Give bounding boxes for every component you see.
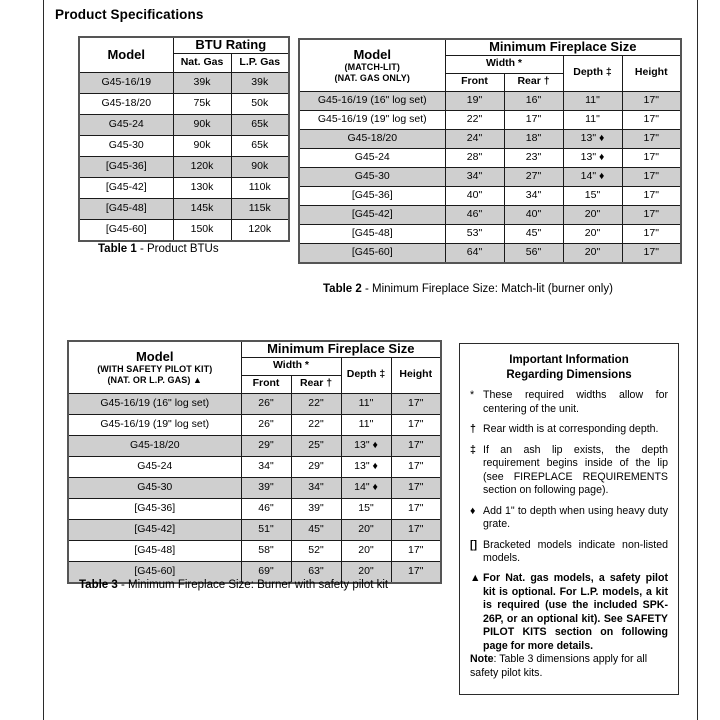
cell-model: [G45-48] — [68, 540, 241, 561]
page-margin-rule-left — [43, 0, 44, 720]
cell-width-rear: 45" — [291, 519, 341, 540]
cell-model: [G45-42] — [68, 519, 241, 540]
cell-depth: 13" ♦ — [563, 148, 622, 167]
cell-width-rear: 17" — [504, 110, 563, 129]
table-row — [68, 393, 441, 414]
cell-height: 17" — [391, 456, 441, 477]
infobox-note-marker: * — [470, 389, 475, 402]
table-2-caption-text: - Minimum Fireplace Size: Match-lit (burner only) — [361, 283, 613, 295]
table-3-caption-label: Table 3 — [79, 579, 118, 591]
cell-nat-gas: 130k — [173, 177, 231, 198]
cell-model: [G45-42] — [299, 205, 445, 224]
cell-model: G45-16/19 — [79, 72, 173, 93]
cell-width-front: 24" — [445, 129, 504, 148]
cell-width-rear: 22" — [291, 414, 341, 435]
table-row — [68, 540, 441, 561]
infobox-title — [470, 353, 668, 382]
infobox-note-marker: ‡ — [470, 443, 476, 456]
table-row — [68, 456, 441, 477]
table-2-header-row-1 — [299, 39, 681, 55]
cell-depth: 20" — [563, 243, 622, 263]
cell-nat-gas: 75k — [173, 93, 231, 114]
cell-width-rear: 63" — [291, 561, 341, 583]
cell-width-front: 69" — [241, 561, 291, 583]
table-2-head — [299, 39, 681, 91]
table-row — [79, 93, 289, 114]
cell-height: 17" — [391, 435, 441, 456]
cell-depth: 14" ♦ — [341, 477, 391, 498]
infobox-note-text: Bracketed models indicate non-listed models. — [483, 538, 668, 564]
table-row — [79, 114, 289, 135]
cell-width-front: 46" — [445, 205, 504, 224]
table-min-fireplace-match-lit — [298, 38, 682, 264]
page-margin-rule-right — [697, 0, 698, 720]
cell-width-rear: 27" — [504, 167, 563, 186]
table-row — [68, 498, 441, 519]
infobox-notes-list — [470, 389, 668, 653]
infobox-final-note-lead: Note — [470, 653, 494, 666]
cell-depth: 20" — [341, 561, 391, 583]
cell-model: G45-24 — [79, 114, 173, 135]
cell-width-front: 64" — [445, 243, 504, 263]
table-row — [79, 72, 289, 93]
table-1-caption-label: Table 1 — [98, 243, 137, 255]
cell-height: 17" — [622, 224, 681, 243]
cell-model: G45-18/20 — [299, 129, 445, 148]
table-3-body — [68, 393, 441, 583]
infobox-note-text: These required widths allow for centering of the unit. — [483, 389, 668, 415]
cell-height: 17" — [622, 129, 681, 148]
cell-nat-gas: 145k — [173, 198, 231, 219]
infobox-note — [470, 572, 668, 653]
th-min-fireplace-size: Minimum Fireplace Size — [445, 39, 681, 55]
cell-width-front: 34" — [445, 167, 504, 186]
cell-model: G45-16/19 (16" log set) — [68, 393, 241, 414]
infobox-note — [470, 539, 668, 566]
cell-height: 17" — [622, 167, 681, 186]
cell-lp-gas: 39k — [231, 72, 289, 93]
table-row — [299, 91, 681, 110]
table-2-body — [299, 91, 681, 263]
cell-model: G45-24 — [299, 148, 445, 167]
cell-depth: 11" — [563, 91, 622, 110]
cell-model: G45-18/20 — [79, 93, 173, 114]
infobox-note-text: If an ash lip exists, the depth requirement begins inside of the lip (see FIREPLACE REQUIREMENTS section on following page). — [483, 443, 668, 497]
th-min-fireplace-size: Minimum Fireplace Size — [241, 341, 441, 357]
table-1-header-row-1 — [79, 37, 289, 53]
cell-width-front: 22" — [445, 110, 504, 129]
cell-depth: 20" — [341, 519, 391, 540]
th-model — [68, 341, 241, 393]
th-height: Height — [391, 357, 441, 393]
cell-nat-gas: 150k — [173, 219, 231, 241]
th-model-sub-2: (NAT. OR L.P. GAS) ▲ — [107, 374, 203, 385]
cell-depth: 13" ♦ — [563, 129, 622, 148]
cell-depth: 13" ♦ — [341, 435, 391, 456]
cell-height: 17" — [391, 393, 441, 414]
th-front: Front — [445, 73, 504, 91]
th-model — [299, 39, 445, 91]
cell-depth: 15" — [563, 186, 622, 205]
table-3-head — [68, 341, 441, 393]
cell-lp-gas: 120k — [231, 219, 289, 241]
cell-width-rear: 18" — [504, 129, 563, 148]
cell-model: G45-30 — [79, 135, 173, 156]
infobox-title-line-2: Regarding Dimensions — [506, 368, 632, 381]
cell-nat-gas: 120k — [173, 156, 231, 177]
table-2-container — [298, 38, 682, 264]
cell-depth: 11" — [563, 110, 622, 129]
th-model-sub-1: (MATCH-LIT) — [344, 62, 400, 73]
th-height: Height — [622, 55, 681, 91]
table-row — [68, 414, 441, 435]
important-information-box — [459, 343, 679, 695]
infobox-note — [470, 423, 668, 436]
cell-width-front: 29" — [241, 435, 291, 456]
th-rear: Rear † — [291, 375, 341, 393]
cell-model: G45-16/19 (16" log set) — [299, 91, 445, 110]
cell-width-rear: 22" — [291, 393, 341, 414]
table-product-btus — [78, 36, 290, 242]
th-width: Width * — [445, 55, 563, 73]
table-3-caption-text: - Minimum Fireplace Size: Burner with safety pilot kit — [117, 579, 389, 591]
th-lp-gas: L.P. Gas — [231, 53, 289, 72]
infobox-note-marker: ▲ — [470, 572, 481, 585]
cell-height: 17" — [622, 91, 681, 110]
cell-model: [G45-36] — [68, 498, 241, 519]
cell-height: 17" — [622, 243, 681, 263]
infobox-note-text: Rear width is at corresponding depth. — [483, 423, 659, 436]
cell-lp-gas: 110k — [231, 177, 289, 198]
table-row — [79, 135, 289, 156]
table-3-header-row-1 — [68, 341, 441, 357]
cell-nat-gas: 90k — [173, 135, 231, 156]
cell-nat-gas: 39k — [173, 72, 231, 93]
th-front: Front — [241, 375, 291, 393]
table-row — [299, 167, 681, 186]
table-row — [79, 177, 289, 198]
cell-width-front: 58" — [241, 540, 291, 561]
cell-width-front: 46" — [241, 498, 291, 519]
table-3-container — [67, 340, 442, 584]
table-row — [299, 129, 681, 148]
cell-width-rear: 29" — [291, 456, 341, 477]
cell-width-rear: 23" — [504, 148, 563, 167]
table-3-caption — [79, 579, 388, 591]
table-row — [299, 110, 681, 129]
cell-width-front: 53" — [445, 224, 504, 243]
table-row — [79, 156, 289, 177]
cell-width-front: 19" — [445, 91, 504, 110]
table-row — [299, 186, 681, 205]
cell-model: [G45-48] — [299, 224, 445, 243]
cell-depth: 14" ♦ — [563, 167, 622, 186]
cell-depth: 15" — [341, 498, 391, 519]
cell-width-rear: 52" — [291, 540, 341, 561]
page-title: Product Specifications — [55, 7, 204, 22]
cell-lp-gas: 65k — [231, 114, 289, 135]
cell-width-rear: 40" — [504, 205, 563, 224]
th-depth: Depth ‡ — [341, 357, 391, 393]
cell-lp-gas: 90k — [231, 156, 289, 177]
cell-model: [G45-36] — [79, 156, 173, 177]
table-1-head — [79, 37, 289, 72]
cell-model: [G45-60] — [68, 561, 241, 583]
cell-height: 17" — [622, 110, 681, 129]
table-row — [299, 205, 681, 224]
table-row — [299, 148, 681, 167]
infobox-note-text: For Nat. gas models, a safety pilot kit is optional. For L.P. models, a kit is required (use the included SPK-26P, or an optional kit). See SAFETY PILOT KITS section on following page for more details. — [483, 572, 668, 652]
table-row — [79, 219, 289, 241]
cell-width-front: 26" — [241, 414, 291, 435]
cell-width-front: 26" — [241, 393, 291, 414]
cell-model: [G45-60] — [299, 243, 445, 263]
table-row — [299, 224, 681, 243]
infobox-note — [470, 389, 668, 416]
cell-model: G45-30 — [299, 167, 445, 186]
infobox-note-text: Add 1" to depth when using heavy duty grate. — [483, 504, 668, 531]
th-model-sub-2: (NAT. GAS ONLY) — [334, 72, 410, 83]
infobox-final-note — [470, 653, 668, 680]
cell-model: [G45-36] — [299, 186, 445, 205]
cell-width-rear: 16" — [504, 91, 563, 110]
cell-width-front: 34" — [241, 456, 291, 477]
cell-depth: 13" ♦ — [341, 456, 391, 477]
cell-model: G45-24 — [68, 456, 241, 477]
cell-model: [G45-42] — [79, 177, 173, 198]
cell-width-rear: 25" — [291, 435, 341, 456]
cell-depth: 11" — [341, 393, 391, 414]
cell-model: [G45-60] — [79, 219, 173, 241]
infobox-note — [470, 505, 668, 532]
infobox-note — [470, 444, 668, 498]
table-1-caption-text: - Product BTUs — [136, 243, 219, 255]
cell-width-front: 40" — [445, 186, 504, 205]
table-row — [299, 243, 681, 263]
table-1-caption — [98, 243, 219, 255]
th-rear: Rear † — [504, 73, 563, 91]
cell-depth: 11" — [341, 414, 391, 435]
table-row — [68, 477, 441, 498]
table-min-fireplace-safety-pilot — [67, 340, 442, 584]
cell-height: 17" — [391, 477, 441, 498]
cell-lp-gas: 115k — [231, 198, 289, 219]
cell-width-rear: 45" — [504, 224, 563, 243]
cell-height: 17" — [391, 498, 441, 519]
table-2-caption-label: Table 2 — [323, 283, 362, 295]
cell-height: 17" — [391, 519, 441, 540]
cell-model: G45-30 — [68, 477, 241, 498]
cell-height: 17" — [622, 205, 681, 224]
table-1-body — [79, 72, 289, 241]
infobox-final-note-text: : Table 3 dimensions apply for all safety pilot kits. — [470, 653, 648, 679]
table-row — [68, 519, 441, 540]
table-1-container — [78, 36, 290, 242]
cell-width-rear: 34" — [504, 186, 563, 205]
cell-height: 17" — [391, 414, 441, 435]
cell-height: 17" — [622, 148, 681, 167]
cell-width-front: 39" — [241, 477, 291, 498]
infobox-note-marker: ♦ — [470, 504, 476, 517]
cell-height: 17" — [391, 561, 441, 583]
cell-depth: 20" — [563, 224, 622, 243]
th-model: Model — [79, 37, 173, 72]
cell-lp-gas: 65k — [231, 135, 289, 156]
cell-width-rear: 34" — [291, 477, 341, 498]
th-depth: Depth ‡ — [563, 55, 622, 91]
cell-model: [G45-48] — [79, 198, 173, 219]
cell-width-rear: 56" — [504, 243, 563, 263]
th-model-sub-1: (WITH SAFETY PILOT KIT) — [97, 364, 213, 375]
infobox-note-marker: [] — [470, 538, 478, 551]
cell-height: 17" — [391, 540, 441, 561]
table-row — [68, 435, 441, 456]
infobox-note-marker: † — [470, 423, 476, 436]
th-width: Width * — [241, 357, 341, 375]
cell-lp-gas: 50k — [231, 93, 289, 114]
cell-width-front: 28" — [445, 148, 504, 167]
th-model-main: Model — [353, 46, 392, 62]
cell-model: G45-18/20 — [68, 435, 241, 456]
cell-height: 17" — [622, 186, 681, 205]
cell-width-front: 51" — [241, 519, 291, 540]
th-model-main: Model — [135, 348, 174, 364]
cell-depth: 20" — [563, 205, 622, 224]
table-2-caption — [323, 283, 613, 295]
cell-model: G45-16/19 (19" log set) — [68, 414, 241, 435]
th-btu-rating: BTU Rating — [173, 37, 289, 53]
table-row — [79, 198, 289, 219]
cell-width-rear: 39" — [291, 498, 341, 519]
infobox-title-line-1: Important Information — [509, 354, 629, 366]
cell-model: G45-16/19 (19" log set) — [299, 110, 445, 129]
cell-nat-gas: 90k — [173, 114, 231, 135]
cell-depth: 20" — [341, 540, 391, 561]
th-nat-gas: Nat. Gas — [173, 53, 231, 72]
